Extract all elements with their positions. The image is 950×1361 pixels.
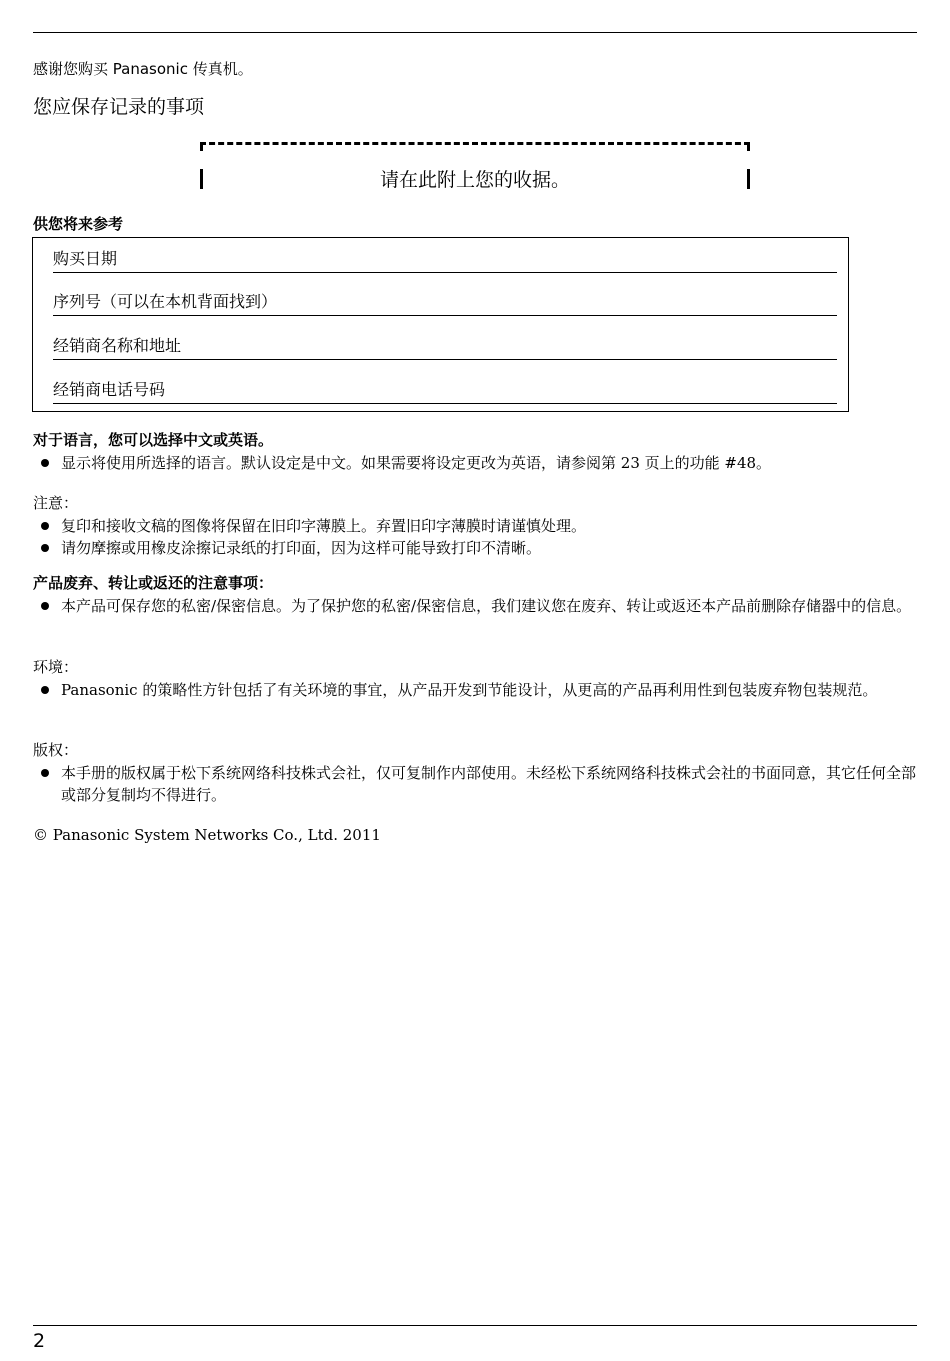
receipt-note: 请在此附上您的收据。 [379,169,570,191]
thanks-text: 感谢您购买 Panasonic 传真机。 [33,60,253,78]
copyright-notice: © Panasonic System Networks Co., Ltd. 2011 [33,826,381,844]
list-item: 复印和接收文稿的图像将保留在旧印字薄膜上。弃置旧印字薄膜时请谨慎处理。 [33,515,917,537]
list-item: 请勿摩擦或用橡皮涂擦记录纸的打印面，因为这样可能导致打印不清晰。 [33,537,917,559]
language-section [33,430,917,474]
bullet-icon [41,544,49,552]
dealer-phone-field: 经销商电话号码 [53,377,837,404]
receipt-box-corner-left [200,142,203,151]
bullet-icon [41,769,49,777]
section-title: 环境： [33,658,79,676]
section-title: 版权： [33,741,79,759]
list-item: 显示将使用所选择的语言。默认设定是中文。如果需要将设定更改为英语，请参阅第 23 页上的功能 #48。 [33,452,917,474]
bullet-icon [41,459,49,467]
list-item: Panasonic 的策略性方针包括了有关环境的事宜，从产品开发到节能设计，从更高的产品再利用性到包装废弃物包装规范。 [33,679,917,701]
section-title: 注意： [33,494,79,512]
dealer-name-address-field: 经销商名称和地址 [53,333,837,360]
disposal-section [33,573,917,617]
bullet-icon [41,686,49,694]
section-title: 产品废弃、转让或返还的注意事项： [33,574,274,592]
footer-rule [33,1325,917,1326]
environment-section [33,657,917,701]
reference-label: 供您将来参考 [33,215,124,233]
reference-form-box [32,237,849,412]
receipt-box-corner-right [747,142,750,151]
page-number: 2 [33,1330,46,1352]
header-rule [33,32,917,33]
list-item: 本产品可保存您的私密/保密信息。为了保护您的私密/保密信息，我们建议您在废弃、转让或返还本产品前删除存储器中的信息。 [33,595,917,617]
list-item: 本手册的版权属于松下系统网络科技株式会社，仅可复制作内部使用。未经松下系统网络科技株式会社的书面同意，其它任何全部或部分复制均不得进行。 [33,762,917,806]
bullet-icon [41,602,49,610]
receipt-box-dashed-border [200,142,750,145]
caution-section [33,493,917,559]
bullet-icon [41,522,49,530]
receipt-attach-box [200,142,750,190]
serial-number-field: 序列号（可以在本机背面找到） [53,289,837,316]
keep-record-heading: 您应保存记录的事项 [33,96,205,118]
section-title: 对于语言，您可以选择中文或英语。 [33,431,274,449]
purchase-date-field: 购买日期 [53,246,837,273]
copyright-section [33,740,917,806]
